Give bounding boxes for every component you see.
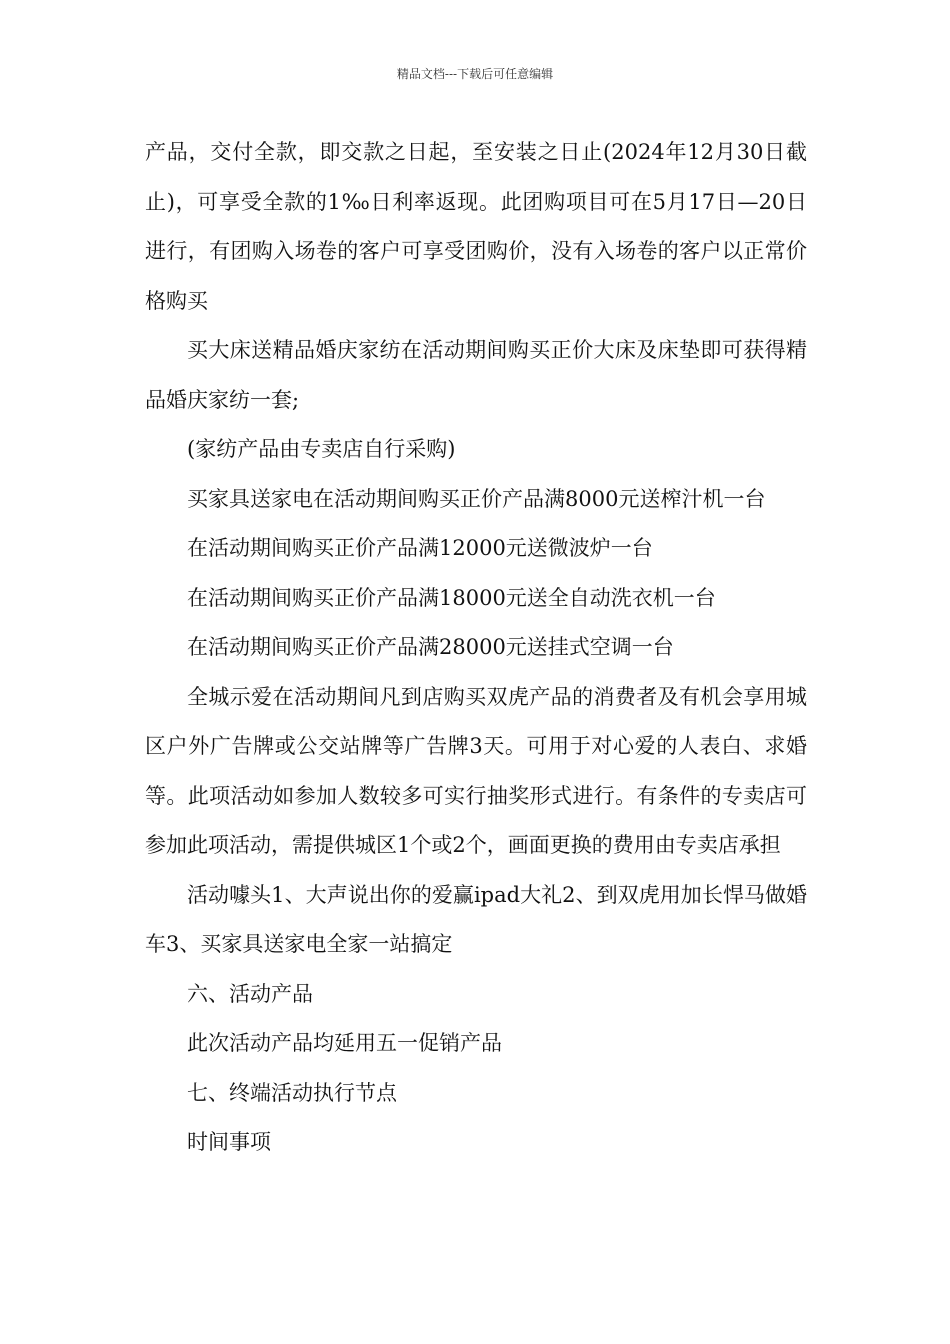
page-header: 精品文档---下载后可任意编辑 [396, 67, 554, 81]
paragraph: 买家具送家电在活动期间购买正价产品满8000元送榨汁机一台 [187, 486, 766, 511]
paragraph: (家纺产品由专卖店自行采购) [187, 437, 456, 461]
paragraph: 产品，交付全款，即交款之日起，至安装之日止(2024年12月30日截止)，可享受全款的1‰日利率返现。此团购项目可在5月17日—20日进行，有团购入场卷的客户可享受团购价，没有入场卷的客户以正常价格购买 [145, 140, 807, 313]
paragraph: 此次活动产品均延用五一促销产品 [187, 1031, 502, 1055]
paragraph: 在活动期间购买正价产品满12000元送微波炉一台 [187, 536, 653, 560]
document-body [145, 128, 807, 1168]
paragraph: 买大床送精品婚庆家纺在活动期间购买正价大床及床垫即可获得精品婚庆家纺一套; [145, 338, 807, 412]
section-heading: 六、活动产品 [187, 981, 313, 1006]
section-heading: 七、终端活动执行节点 [187, 1080, 397, 1105]
paragraph: 活动噱头1、大声说出你的爱赢ipad大礼2、到双虎用加长悍马做婚车3、买家具送家电全家一站搞定 [145, 882, 807, 956]
paragraph: 全城示爱在活动期间凡到店购买双虎产品的消费者及有机会享用城区户外广告牌或公交站牌等广告牌3天。可用于对心爱的人表白、求婚等。此项活动如参加人数较多可实行抽奖形式进行。有条件的专卖店可参加此项活动，需提供城区1个或2个，画面更换的费用由专卖店承担 [145, 684, 807, 857]
paragraph: 在活动期间购买正价产品满18000元送全自动洗衣机一台 [187, 585, 716, 610]
paragraph: 时间事项 [187, 1130, 271, 1154]
paragraph: 在活动期间购买正价产品满28000元送挂式空调一台 [187, 635, 674, 659]
